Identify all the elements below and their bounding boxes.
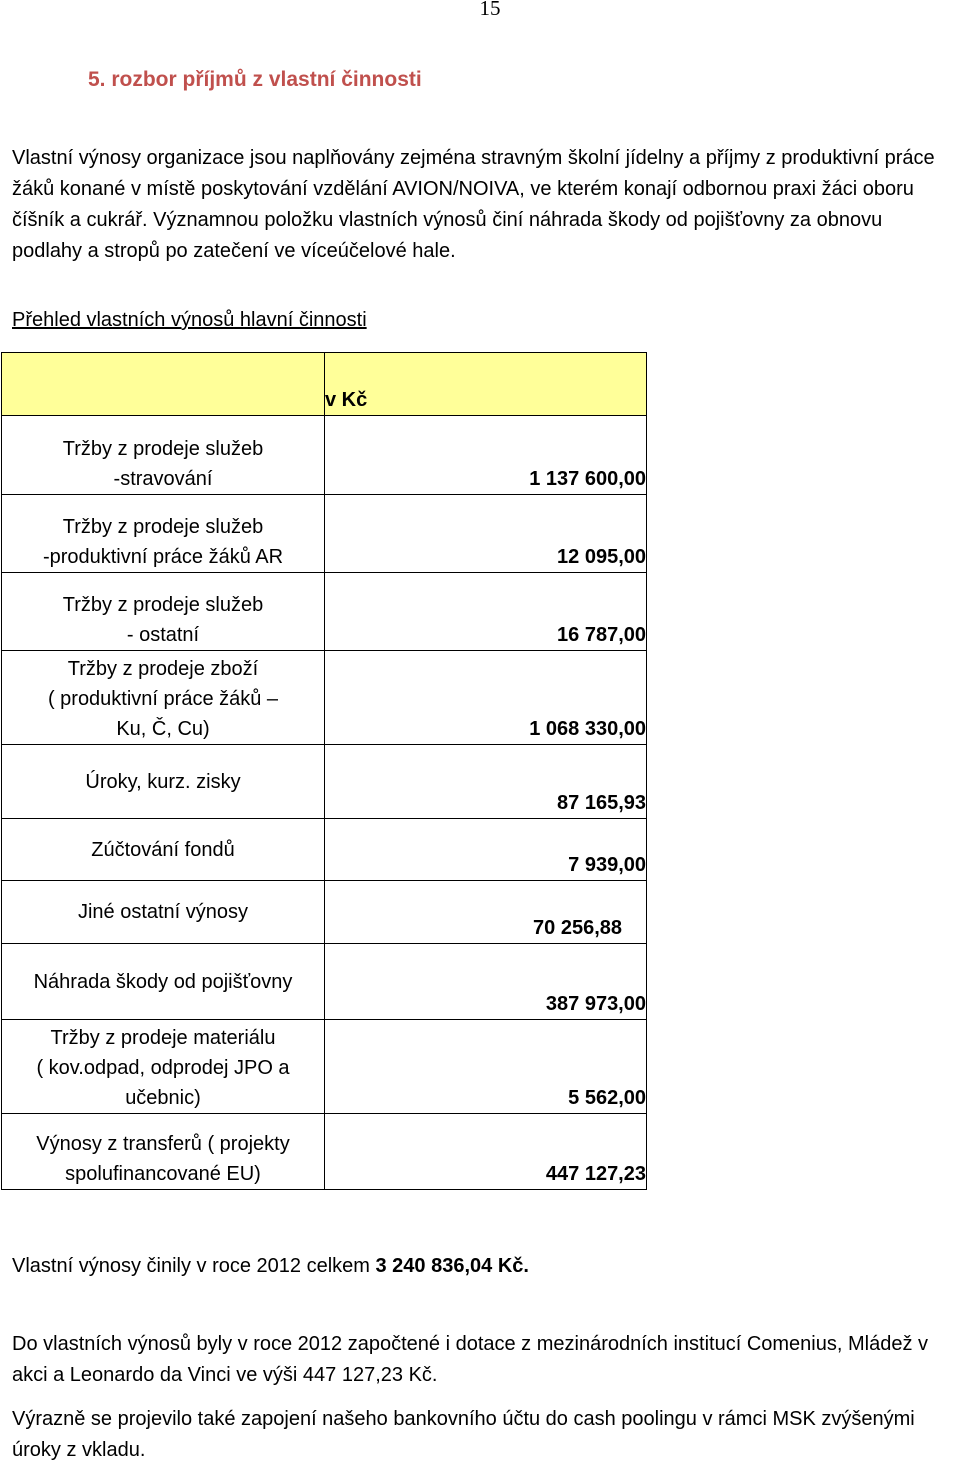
row-label-line: Zúčtování fondů (91, 838, 235, 861)
row-label (2, 495, 325, 573)
table-title: Přehled vlastních výnosů hlavní činnosti (12, 309, 367, 331)
row-label (2, 944, 325, 1020)
row-label (2, 1020, 325, 1114)
table-row (2, 881, 647, 944)
row-label (2, 745, 325, 819)
page-number: 15 (479, 0, 501, 20)
row-value: 1 068 330,00 (325, 651, 647, 745)
row-label-line: ( kov.odpad, odprodej JPO a (36, 1057, 290, 1079)
row-label-line: Tržby z prodeje služeb (62, 438, 264, 460)
row-label-line: Náhrada škody od pojišťovny (33, 970, 293, 993)
row-label-line: Jiné ostatní výnosy (77, 901, 249, 923)
row-label (2, 1114, 325, 1190)
revenue-table (1, 352, 647, 1190)
row-label-line: ( produktivní práce žáků – (47, 688, 279, 710)
table-header-row (2, 353, 647, 416)
row-label-line: Ku, Č, Cu) (116, 718, 210, 740)
section-heading: 5. rozbor příjmů z vlastní činnosti (88, 68, 422, 91)
row-label (2, 416, 325, 495)
summary-paragraph (12, 1255, 529, 1278)
row-value: 5 562,00 (325, 1020, 647, 1114)
row-label-line: Úroky, kurz. zisky (85, 770, 241, 793)
table-row (2, 944, 647, 1020)
row-value: 16 787,00 (325, 573, 647, 651)
table-row (2, 1114, 647, 1190)
intro-paragraph: Vlastní výnosy organizace jsou naplňovány zejména stravným školní jídelny a příjmy z produktivní práce žáků konané v místě poskytování vzdělání AVION/NOIVA, ve kterém konají odbornou praxi žáci oboru číšník a cukrář. Významnou položku vlastních výnosů činí náhrada škody od pojišťovny za obnovu podlahy a stropů po zatečení ve víceúčelové hale. (12, 147, 935, 262)
table-row (2, 573, 647, 651)
row-label (2, 819, 325, 881)
row-label-line: Tržby z prodeje služeb (62, 594, 264, 616)
row-label-line: - ostatní (126, 624, 200, 646)
row-label-line: spolufinancované EU) (65, 1163, 261, 1185)
table-row (2, 1020, 647, 1114)
table-row (2, 819, 647, 881)
row-value: 447 127,23 (325, 1114, 647, 1190)
row-value: 1 137 600,00 (325, 416, 647, 495)
dotace-note: Do vlastních výnosů byly v roce 2012 započtené i dotace z mezinárodních institucí Comenius, Mládež v akci a Leonardo da Vinci ve výši 447 127,23 Kč. (12, 1333, 929, 1386)
row-label (2, 881, 325, 944)
row-label-line: -stravování (113, 468, 213, 490)
row-label-line: Tržby z prodeje zboží (67, 658, 259, 680)
row-value: 12 095,00 (325, 495, 647, 573)
header-label-cell (2, 353, 325, 416)
summary-text: Vlastní výnosy činily v roce 2012 celkem (12, 1255, 376, 1277)
summary-amount: 3 240 836,04 Kč. (375, 1255, 529, 1277)
cash-pooling-note: Výrazně se projevilo také zapojení našeho bankovního účtu do cash poolingu v rámci MSK zvýšenými úroky z vkladu. (12, 1408, 915, 1461)
table-row (2, 745, 647, 819)
row-label-line: -produktivní práce žáků AR (42, 546, 284, 568)
row-label (2, 651, 325, 745)
row-value: 7 939,00 (325, 819, 647, 881)
row-label-line: Tržby z prodeje služeb (62, 516, 264, 538)
row-value: 387 973,00 (325, 944, 647, 1020)
table-row (2, 416, 647, 495)
row-label-line: Tržby z prodeje materiálu (50, 1027, 276, 1049)
table-row (2, 651, 647, 745)
row-value: 87 165,93 (325, 745, 647, 819)
row-label (2, 573, 325, 651)
row-label-line: učebnic) (125, 1087, 201, 1109)
table-row (2, 495, 647, 573)
currency-header: v Kč (325, 353, 647, 416)
row-label-line: Výnosy z transferů ( projekty (36, 1133, 290, 1155)
row-value: 70 256,88 (325, 881, 647, 944)
